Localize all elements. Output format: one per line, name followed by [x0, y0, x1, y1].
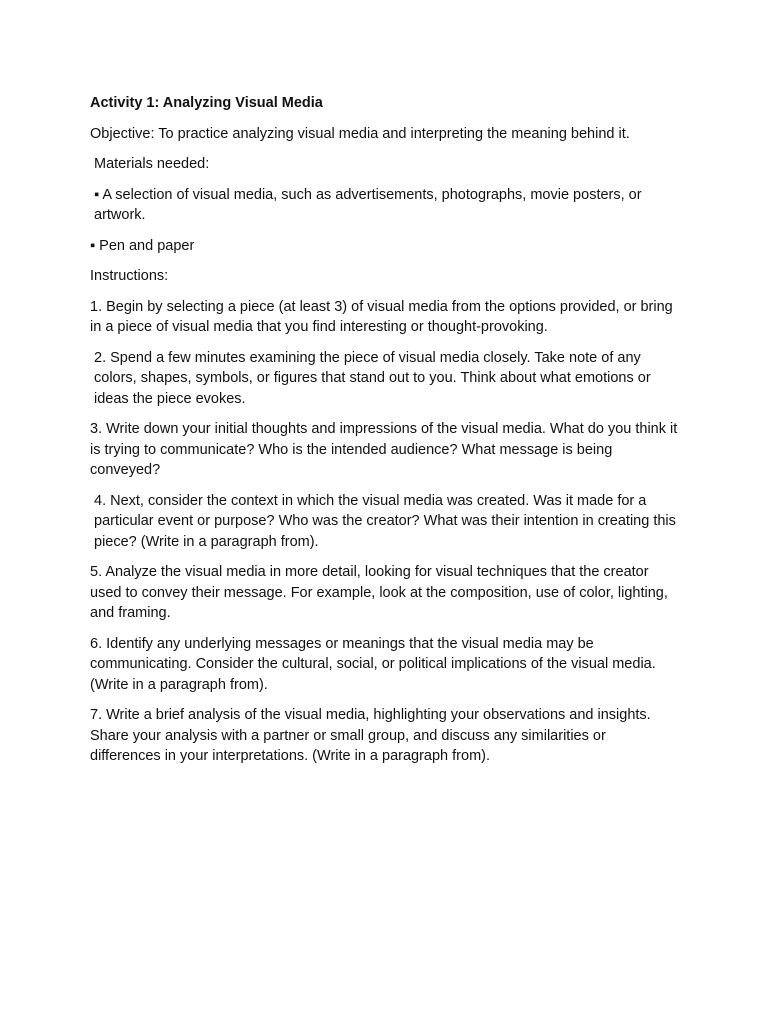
- instruction-step-4: 4. Next, consider the context in which the visual media was created. Was it made for a particular event or purpose? Who was the creator? What was their intention in creating this piece? (Write in a paragraph from).: [94, 492, 676, 550]
- activity-title: Activity 1: Analyzing Visual Media: [90, 95, 323, 111]
- materials-heading: Materials needed:: [94, 156, 210, 172]
- materials-item-pen-paper: ▪ Pen and paper: [90, 237, 195, 254]
- document-page: [90, 93, 680, 777]
- instruction-step-2: 2. Spend a few minutes examining the piece of visual media closely. Take note of any colors, shapes, symbols, or figures that stand out to you. Think about what emotions or ideas the piece evokes.: [94, 349, 651, 407]
- instruction-step-3: 3. Write down your initial thoughts and impressions of the visual media. What do you think it is trying to communicate? Who is the intended audience? What message is being conveyed?: [90, 421, 678, 478]
- instruction-step-1: 1. Begin by selecting a piece (at least 3) of visual media from the options provided, or bring in a piece of visual media that you find interesting or thought-provoking.: [90, 298, 673, 335]
- objective-text: Objective: To practice analyzing visual media and interpreting the meaning behind it.: [90, 125, 630, 142]
- instruction-step-5: 5. Analyze the visual media in more detail, looking for visual techniques that the creator used to convey their message. For example, look at the composition, use of color, lighting, and framing.: [90, 564, 668, 621]
- instructions-heading: Instructions:: [90, 268, 169, 284]
- instruction-step-6: 6. Identify any underlying messages or meanings that the visual media may be communicating. Consider the cultural, social, or political implications of the visual media. (Write in a paragraph from).: [90, 635, 656, 693]
- instruction-step-7: 7. Write a brief analysis of the visual media, highlighting your observations and insights. Share your analysis with a partner or small group, and discuss any similarities or differences in your interpretations. (Write in a paragraph from).: [90, 707, 651, 764]
- materials-item-visual-media: ▪ A selection of visual media, such as advertisements, photographs, movie posters, or artwork.: [94, 186, 642, 223]
